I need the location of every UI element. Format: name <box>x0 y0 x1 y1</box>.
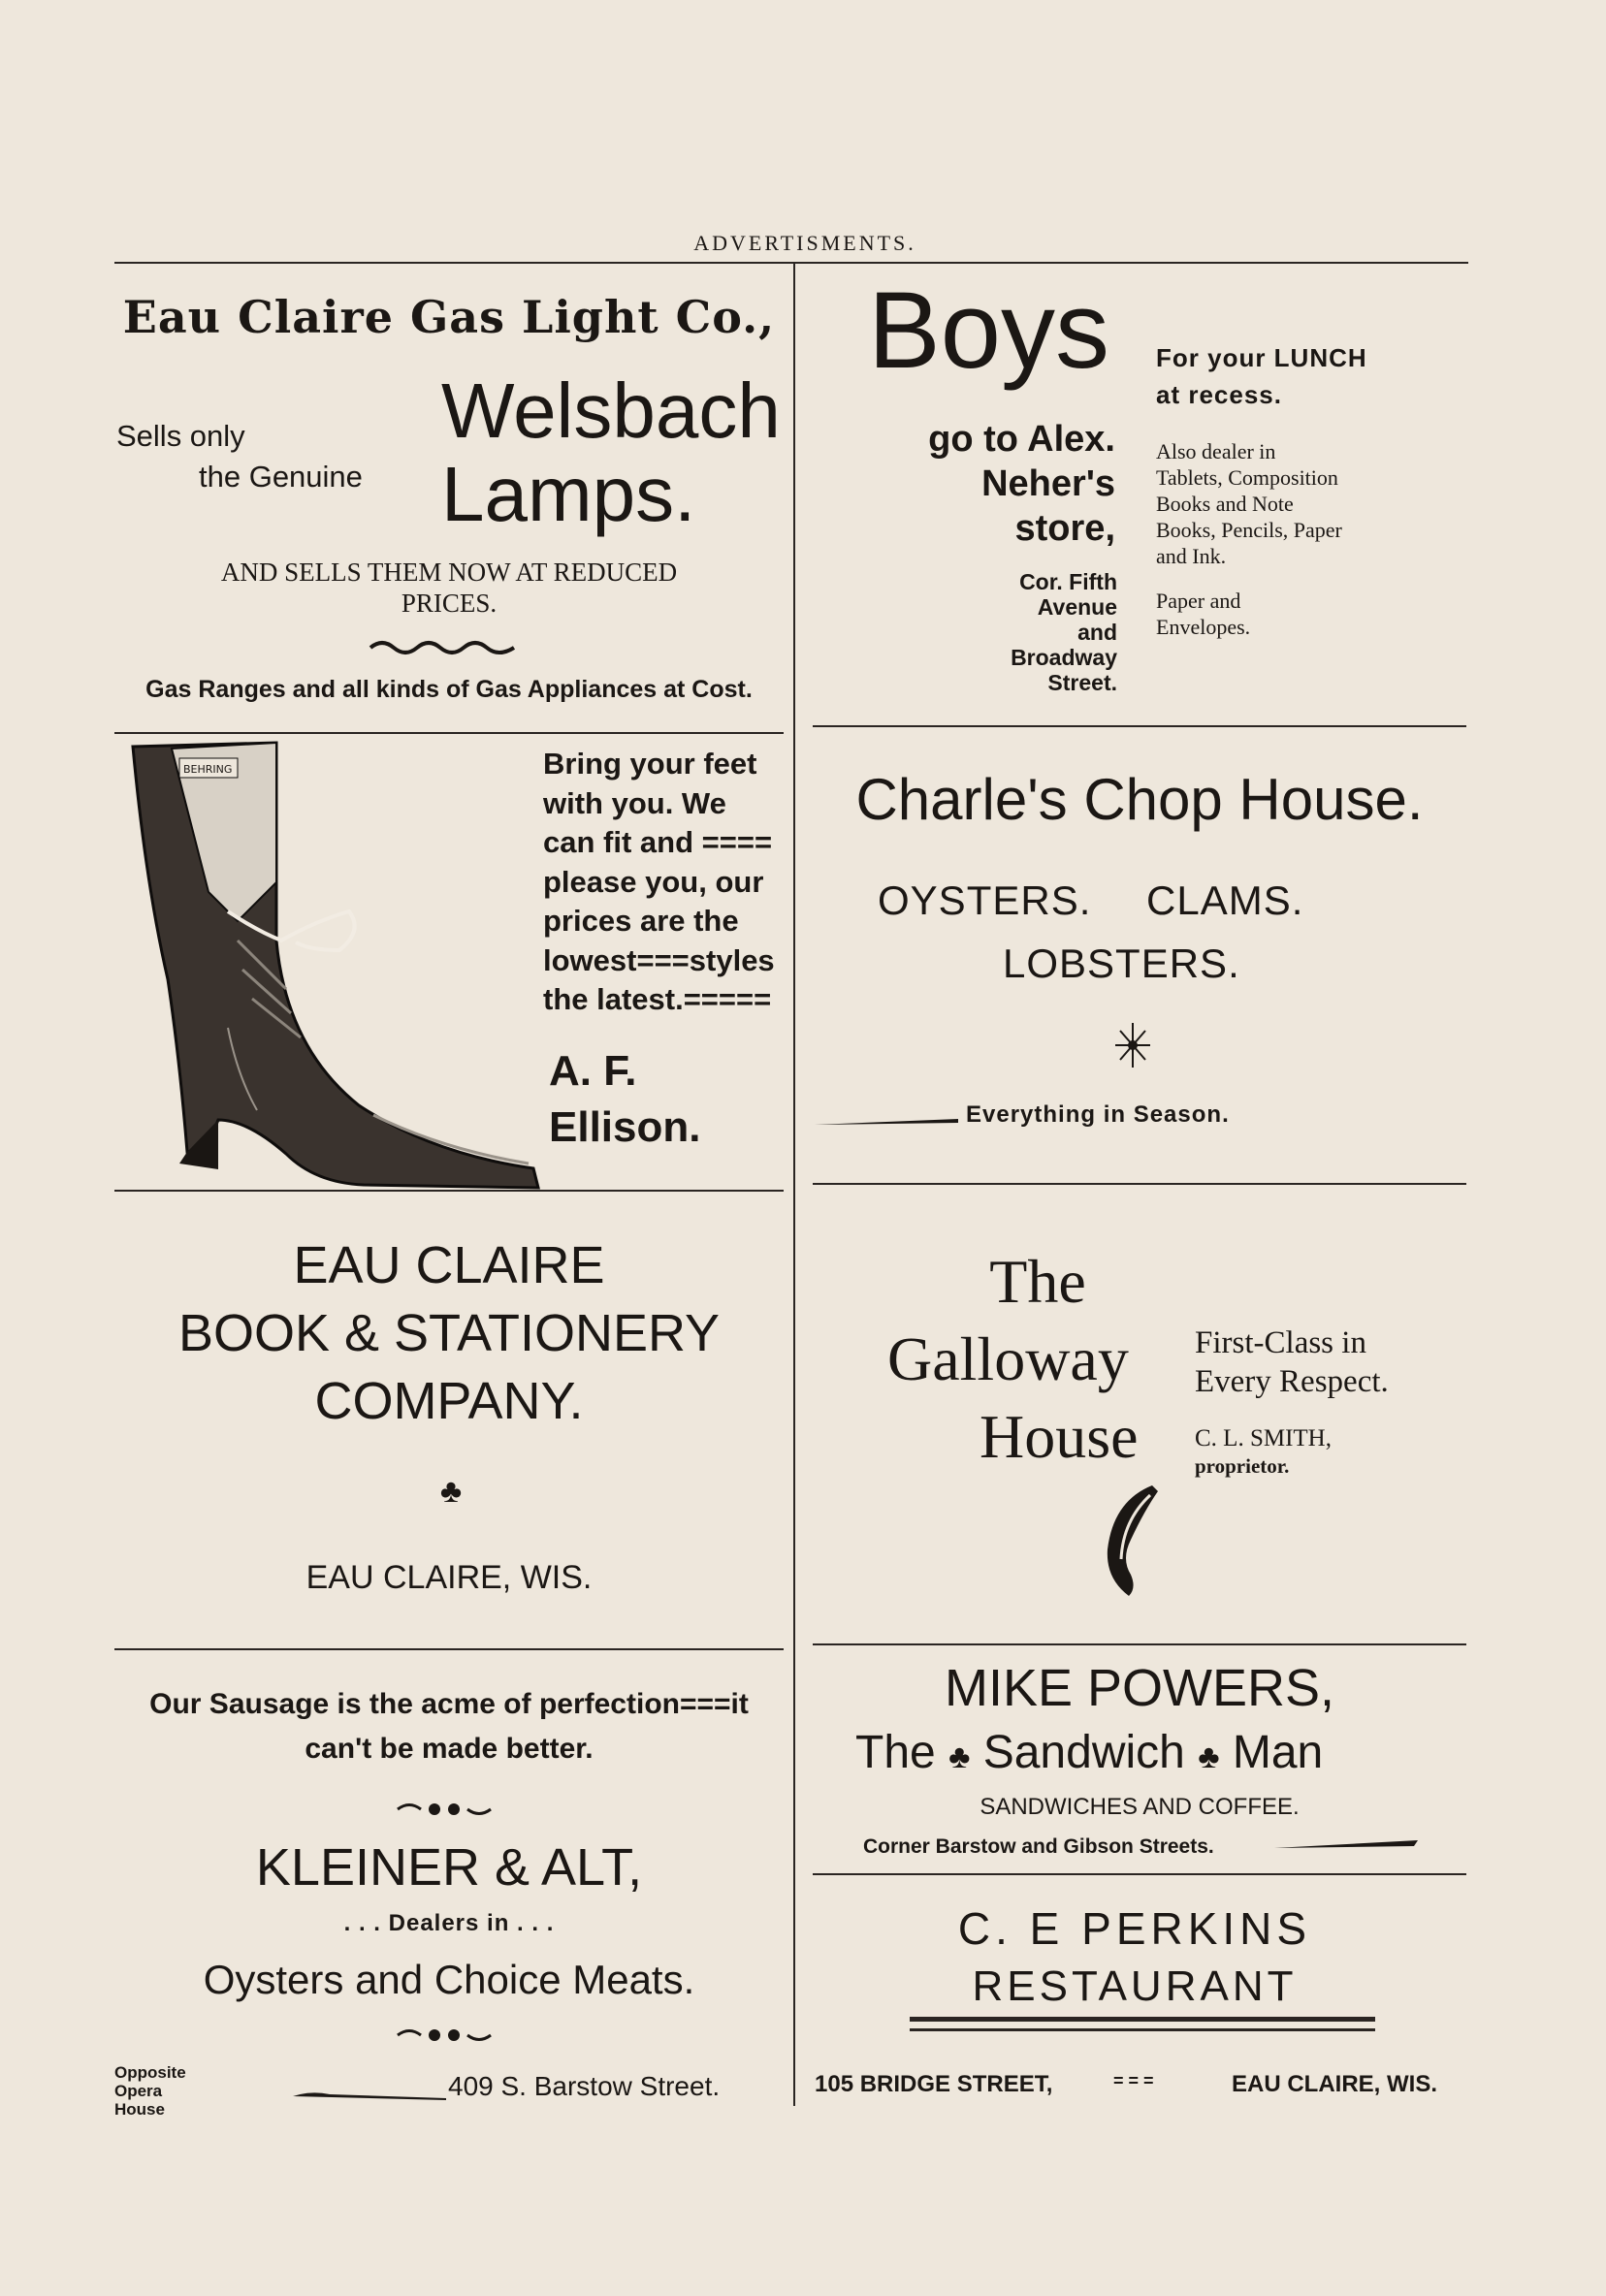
column-divider <box>793 264 795 2106</box>
pen-flourish-icon <box>813 1115 960 1127</box>
rule-right-1 <box>813 725 1466 727</box>
proprietor-title: proprietor. <box>1195 1454 1290 1478</box>
sandwiches-coffee-text: SANDWICHES AND COFFEE. <box>980 1794 1300 1820</box>
boys-headline: Boys <box>868 270 1109 391</box>
first-class-line1: First-Class in <box>1195 1325 1366 1360</box>
lobsters-text: LOBSTERS. <box>1003 941 1240 986</box>
rule-right-2 <box>813 1183 1466 1185</box>
clover-icon-2: ♣ <box>1198 1738 1220 1775</box>
book-line3: COMPANY. <box>314 1372 584 1430</box>
dealer-line4: Books, Pencils, Paper <box>1156 518 1342 542</box>
barstow-address: 409 S. Barstow Street. <box>448 2071 721 2101</box>
opposite-opera-block <box>114 2063 186 2119</box>
reduced-line1: AND SELLS THEM NOW AT REDUCED <box>220 558 678 587</box>
gas-appliances-text: Gas Ranges and all kinds of Gas Appliances at Cost. <box>145 676 753 703</box>
boot-illustration-icon <box>121 737 548 1193</box>
everything-in-season-text: Everything in Season. <box>966 1101 1230 1128</box>
book-title-block <box>114 1231 784 1435</box>
boys-address-block <box>873 569 1117 695</box>
kleiner-alt-name: KLEINER & ALT, <box>255 1838 643 1897</box>
first-class-block <box>1195 1323 1389 1401</box>
sausage-line1: Our Sausage is the acme of perfection===it <box>149 1688 749 1720</box>
powers-address: Corner Barstow and Gibson Streets. <box>863 1835 1214 1858</box>
dealer-line1: Also dealer in <box>1156 439 1276 463</box>
bead-ornament-icon-2 <box>396 2026 493 2044</box>
opp-line1: Opposite <box>114 2063 186 2082</box>
clams-text: CLAMS. <box>1146 877 1304 923</box>
galloway-house: House <box>980 1402 1139 1471</box>
paper-block <box>1156 588 1250 640</box>
gas-company-name: Eau Claire Gas Light Co., <box>122 291 776 343</box>
pen-flourish-icon-3 <box>1272 1838 1420 1852</box>
opp-line2: Opera <box>114 2082 163 2100</box>
lamps-text: Lamps. <box>441 451 696 537</box>
galloway-the: The <box>989 1247 1086 1316</box>
book-location: EAU CLAIRE, WIS. <box>305 1559 593 1596</box>
footer-city: EAU CLAIRE, WIS. <box>1232 2071 1438 2097</box>
goto-line1: go to Alex. <box>928 419 1115 460</box>
page-header-title: ADVERTISMENTS. <box>693 231 916 255</box>
dealer-line3: Books and Note <box>1156 492 1294 516</box>
sandwich-the: The <box>855 1727 936 1778</box>
shoe-text-block <box>543 745 776 1020</box>
addr-line1: Cor. Fifth <box>1019 569 1117 594</box>
sells-only-text: Sells only <box>116 419 245 453</box>
sausage-intro-block <box>114 1682 784 1771</box>
chop-house-title: Charle's Chop House. <box>855 767 1424 832</box>
bead-ornament-icon <box>396 1801 493 1818</box>
shoe-line6: lowest===styles <box>543 942 775 977</box>
footer-dashes: = = = <box>1113 2071 1154 2090</box>
addr-line2: Avenue <box>1037 594 1117 620</box>
scroll-ornament-icon <box>369 638 518 657</box>
sandwich-word: Sandwich <box>982 1727 1185 1778</box>
clover-ornament-icon: ♣ <box>439 1474 463 1510</box>
the-genuine-text: the Genuine <box>199 460 363 494</box>
addr-line4: Broadway <box>1011 645 1117 670</box>
clover-icon-1: ♣ <box>948 1738 971 1775</box>
oysters-text: OYSTERS. <box>878 877 1092 923</box>
addr-line3: and <box>1077 620 1117 645</box>
first-class-line2: Every Respect. <box>1195 1364 1389 1399</box>
galloway-name: Galloway <box>887 1324 1129 1393</box>
welsbach-text: Welsbach <box>441 367 781 454</box>
goto-line2: Neher's <box>981 463 1115 504</box>
shoe-line7: the latest.===== <box>543 982 772 1016</box>
goto-line3: store, <box>1014 508 1115 549</box>
shoe-name-line2: Ellison. <box>549 1103 701 1151</box>
dealers-in-text: . . . Dealers in . . . <box>343 1910 555 1936</box>
star-ornament-icon <box>1113 1021 1152 1069</box>
lunch-line2: at recess. <box>1156 380 1282 409</box>
dealer-line5: and Ink. <box>1156 544 1227 568</box>
book-line2: BOOK & STATIONERY <box>177 1304 721 1362</box>
shoe-line4: please you, our <box>543 864 764 899</box>
rule-right-4 <box>813 1873 1466 1875</box>
shoe-line2: with you. We <box>543 785 726 820</box>
oysters-meats-text: Oysters and Choice Meats. <box>203 1957 695 2002</box>
shoe-line3: can fit and ==== <box>543 825 773 859</box>
shoe-line5: prices are the <box>543 904 739 938</box>
sandwich-man-line <box>855 1726 1323 1779</box>
opp-line3: House <box>114 2100 165 2119</box>
mike-powers-name: MIKE POWERS, <box>944 1659 1335 1717</box>
proprietor-name: C. L. SMITH, <box>1195 1425 1332 1451</box>
paper-line1: Paper and <box>1156 589 1241 613</box>
dealer-line2: Tablets, Composition <box>1156 465 1338 490</box>
perkins-name: C. E PERKINS <box>957 1903 1312 1954</box>
bridge-street-address: 105 BRIDGE STREET, <box>815 2071 1053 2097</box>
rule-right-3 <box>813 1643 1466 1645</box>
sausage-line2: can't be made better. <box>305 1733 594 1765</box>
book-line1: EAU CLAIRE <box>293 1236 605 1294</box>
rule-left-2 <box>114 1190 784 1192</box>
lunch-block <box>1156 339 1367 413</box>
paper-line2: Envelopes. <box>1156 615 1251 639</box>
dealer-block <box>1156 438 1342 569</box>
rule-left-1 <box>114 732 784 734</box>
sandwich-man: Man <box>1232 1727 1324 1778</box>
header-rule <box>114 262 1468 264</box>
lunch-line1: For your LUNCH <box>1156 343 1367 372</box>
plume-ornament-icon <box>1094 1482 1162 1600</box>
reduced-line2: PRICES. <box>401 589 498 618</box>
svg-text:BEHRING: BEHRING <box>183 763 233 776</box>
pen-flourish-icon-2 <box>291 2090 448 2102</box>
shoe-line1: Bring your feet <box>543 747 757 781</box>
perkins-underline-2 <box>910 2028 1375 2031</box>
perkins-underline-1 <box>910 2017 1375 2022</box>
shoe-name-line1: A. F. <box>549 1047 637 1095</box>
perkins-restaurant: RESTAURANT <box>972 1962 1298 2010</box>
addr-line5: Street. <box>1047 670 1117 695</box>
rule-left-3 <box>114 1648 784 1650</box>
